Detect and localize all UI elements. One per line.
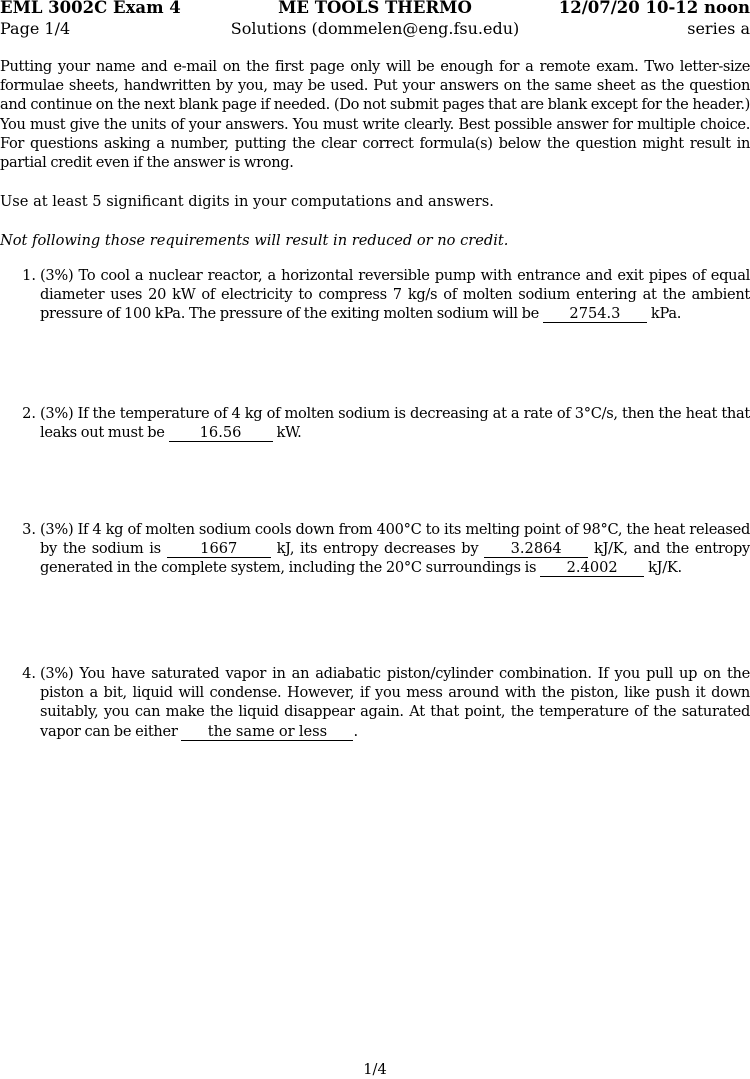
- page-indicator: Page 1/4: [0, 19, 71, 38]
- question-number: 1.: [22, 267, 36, 284]
- answer-field[interactable]: the same or less: [181, 723, 353, 741]
- course-code: EML 3002C Exam 4: [0, 0, 181, 17]
- answer-field[interactable]: 16.56: [169, 424, 273, 442]
- question-text: kJ/K, and the entropy generated in the complete system, including the 20°C surroundings is: [40, 540, 750, 577]
- page-footer: 1/4: [363, 1061, 387, 1078]
- answer-unit: kJ/K.: [648, 559, 682, 577]
- instructions-paragraph: Putting your name and e-mail on the first page only will be enough for a remote exam. Two letter-size formulae sheets, handwritten by you, may be used. Put your answers on the same sheet as the question and continue on the next blank page if needed. (Do not submit pages that are blank except for the header.) You must give the units of your answers. You must write clearly. Best possible answer for multiple choice. For questions asking a number, putting the clear correct formula(s) below the question might result in partial credit even if the answer is wrong.: [0, 58, 750, 172]
- question-number: 2.: [22, 405, 36, 422]
- series-label: series a: [687, 19, 750, 38]
- heat-released-answer[interactable]: 1667: [167, 540, 271, 558]
- sentence-end: .: [353, 722, 358, 740]
- answer-unit: kW.: [276, 424, 302, 442]
- entropy-generated-answer[interactable]: 2.4002: [540, 559, 644, 577]
- question-text: (3%) If 4 kg of molten sodium cools down from 400°C to its melting point of 98°C, the heat released by the sodium is: [40, 521, 750, 558]
- question-text: (3%) To cool a nuclear reactor, a horizontal reversible pump with entrance and exit pipes of equal diameter uses 20 kW of electricity to compress 7 kg/s of molten sodium entering at the ambient pressure of 100 kPa. The pressure of the exiting molten sodium will be: [40, 267, 750, 323]
- question-number: 4.: [22, 665, 36, 682]
- answer-unit: kPa.: [650, 305, 682, 323]
- entropy-decrease-answer[interactable]: 3.2864: [484, 540, 588, 558]
- credit-warning: Not following those requirements will result in reduced or no credit.: [0, 232, 509, 249]
- exam-datetime: 12/07/20 10-12 noon: [558, 0, 750, 17]
- question-text: (3%) If the temperature of 4 kg of molten sodium is decreasing at a rate of 3°C/s, then the heat that leaks out must be: [40, 405, 750, 442]
- question-text: kJ, its entropy decreases by: [276, 540, 479, 558]
- exam-title: ME TOOLS THERMO: [278, 0, 472, 17]
- significant-digits-note: Use at least 5 significant digits in your computations and answers.: [0, 193, 494, 210]
- question-number: 3.: [22, 521, 36, 538]
- question-text: (3%) You have saturated vapor in an adiabatic piston/cylinder combination. If you pull up on the piston a bit, liquid will condense. However, if you mess around with the piston, like push it down suitably, you can make the liquid disappear again. At that point, the temperature of the saturated vapor can be either: [40, 665, 750, 740]
- answer-field[interactable]: 2754.3: [543, 305, 647, 323]
- solutions-subtitle: Solutions (dommelen@eng.fsu.edu): [230, 19, 520, 38]
